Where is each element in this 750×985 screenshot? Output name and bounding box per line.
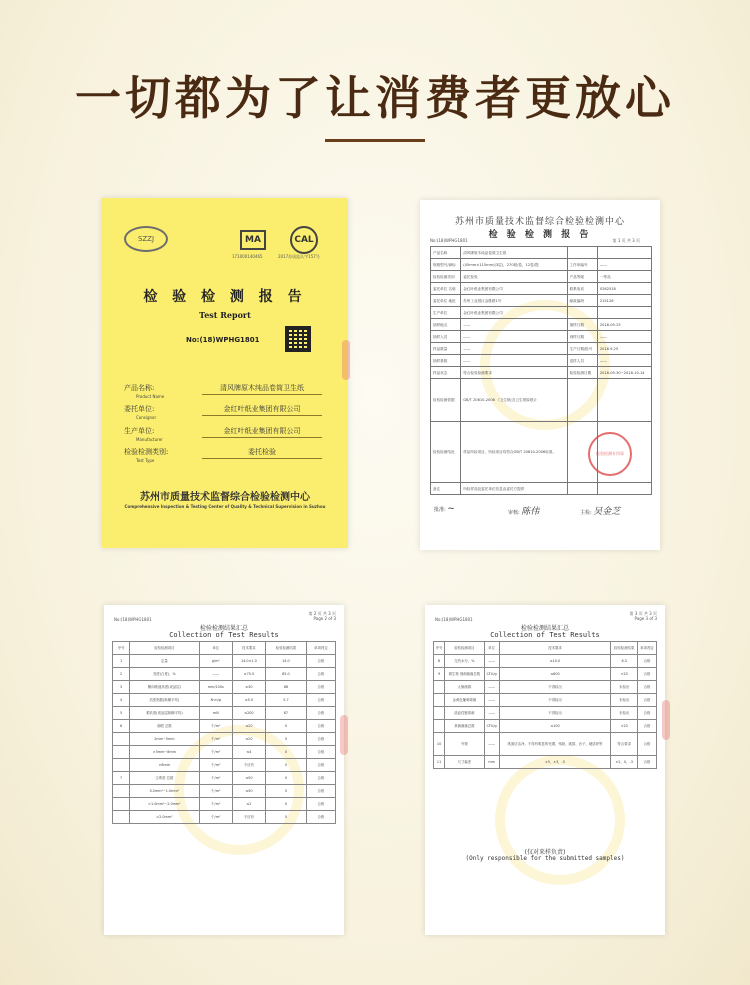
table-row — [431, 247, 652, 259]
table-cell: 未检出 — [611, 681, 638, 694]
table-cell: 个/m² — [199, 785, 232, 798]
table-cell: 交货水分，% — [445, 655, 484, 668]
table-cell: 尺寸偏差 — [445, 756, 484, 769]
table-row — [434, 733, 657, 756]
table-cell: 0262518 — [597, 283, 651, 295]
cover-title-cn: 检 验 检 测 报 告 — [143, 289, 307, 305]
table-row — [113, 720, 336, 733]
table-row — [431, 319, 652, 331]
table-header-row — [434, 642, 657, 655]
headline-underline — [325, 139, 425, 142]
results-page-2 — [104, 605, 344, 935]
table-cell: 0 — [265, 785, 306, 798]
table-cell: 柔软度(成品层纵横平均) — [130, 707, 199, 720]
table-cell: 个/m² — [199, 811, 232, 824]
table-row — [434, 681, 657, 694]
table-cell — [597, 379, 651, 422]
table-cell: GB/T 20810-2006 《卫生纸(含卫生纸原纸)》 — [461, 379, 567, 422]
table-cell: 检验检测项目 — [130, 642, 199, 655]
table-cell: —— — [461, 319, 567, 331]
table-cell: 6.3 — [611, 655, 638, 668]
table-row — [113, 733, 336, 746]
table-cell: 不应有 — [232, 759, 265, 772]
table-cell: 0 — [265, 798, 306, 811]
table-cell: 合格 — [638, 756, 657, 769]
report-title: 检 验 检 测 报 告 — [488, 230, 592, 240]
table-cell: 检验检测依据 — [431, 379, 461, 422]
table-cell: 技术要求 — [499, 642, 611, 655]
watermark — [495, 755, 625, 885]
table-cell: 抽样基数 — [431, 355, 461, 367]
table-cell: 检验检测结果 — [265, 642, 306, 655]
table-cell: 外观 — [445, 733, 484, 756]
table-cell: 符合要求 — [611, 733, 638, 756]
table-cell: 合格 — [306, 785, 335, 798]
cover-organization-en: Comprehensive Inspection & Testing Center of Quality & Technical Supervision in Suzhou — [124, 504, 326, 509]
report-page-number: 第 1 页 共 3 页 — [612, 238, 640, 243]
table-cell: 2 — [113, 668, 130, 681]
table-cell: 合格 — [306, 707, 335, 720]
table-cell: 0 — [265, 811, 306, 824]
table-cell: ±5，±3，-5 — [499, 756, 611, 769]
table-cell: >5mm~8mm — [130, 746, 199, 759]
report-page-1 — [420, 200, 660, 550]
table-cell: 个/m² — [199, 772, 232, 785]
table-cell: 大肠菌群 — [445, 681, 484, 694]
table-cell: —— — [484, 694, 499, 707]
table-cell: ≥30 — [232, 681, 265, 694]
table-cell: 真菌菌落总数 — [445, 720, 484, 733]
checked-signature: 审核: 陈伟 — [508, 507, 540, 517]
table-cell: >8mm — [130, 759, 199, 772]
inspected-signature: 主检: 吴金芝 — [580, 507, 621, 517]
table-cell: 序号 — [434, 642, 445, 655]
table-cell: 检验检测类别 — [431, 271, 461, 283]
cover-manufacturer-value: 金红叶纸业集团有限公司 — [202, 426, 322, 438]
cal-logo: CAL — [290, 226, 318, 254]
table-cell — [434, 681, 445, 694]
table-cell — [113, 733, 130, 746]
table-cell — [567, 247, 597, 259]
table-cell: 10 — [434, 733, 445, 756]
table-header-row — [113, 642, 336, 655]
table-row — [434, 655, 657, 668]
edge-stamp — [342, 340, 350, 380]
table-cell: ≤20 — [232, 720, 265, 733]
table-cell: 8 — [434, 655, 445, 668]
table-cell: 抽样地点 — [431, 319, 461, 331]
table-cell — [113, 746, 130, 759]
table-cell: 合格 — [638, 655, 657, 668]
table-cell: 0 — [265, 772, 306, 785]
results-table — [433, 641, 657, 769]
table-cell: 215126 — [597, 295, 651, 307]
table-cell: —— — [484, 681, 499, 694]
results-page-number: 第 2 页 共 3 页 Page 2 of 3 — [308, 611, 336, 621]
cover-consignor-label: 委托单位: Consignor — [124, 405, 157, 420]
table-cell: 14.0±1.0 — [232, 655, 265, 668]
table-cell: 单项判定 — [306, 642, 335, 655]
table-cell: 合格 — [306, 668, 335, 681]
table-cell: mm/100s — [199, 681, 232, 694]
table-cell: 0 — [265, 746, 306, 759]
table-cell: —— — [597, 355, 651, 367]
table-cell: 14.0 — [265, 655, 306, 668]
cma-logo: MA — [240, 230, 266, 250]
table-cell: >1.0mm²~2.0mm² — [130, 798, 199, 811]
inspection-stamp: 检验检测专用章 — [588, 432, 632, 476]
table-cell: N·m/g — [199, 694, 232, 707]
table-cell: 不得检出 — [499, 681, 611, 694]
table-cell: 2018-09-25 — [597, 319, 651, 331]
table-cell: ≤200 — [232, 707, 265, 720]
szzj-logo: SZZJ — [124, 226, 168, 252]
table-cell — [434, 720, 445, 733]
table-cell: ≤50 — [232, 772, 265, 785]
table-cell: 合格 — [306, 746, 335, 759]
table-cell — [567, 483, 597, 495]
table-cell: 不应有 — [232, 811, 265, 824]
table-cell: 6 — [113, 720, 130, 733]
table-cell: 0 — [265, 733, 306, 746]
table-cell: 合格 — [306, 759, 335, 772]
table-cell: ≥5.0 — [232, 694, 265, 707]
table-cell: —— — [461, 331, 567, 343]
table-cell: 所检样品及委托单位信息由委托方提供 — [461, 483, 567, 495]
table-cell: 合格 — [306, 655, 335, 668]
table-row — [113, 681, 336, 694]
table-cell: 2018-09-30~2018-10-14 — [597, 367, 651, 379]
report-number: No:(18)WPHG1801 — [430, 238, 468, 243]
table-row — [431, 355, 652, 367]
table-cell: 不得检出 — [499, 707, 611, 720]
table-cell: 纸面应洁净，不得有明显的死褶、残缺、破损、沙子、硬质块等 — [499, 733, 611, 756]
cover-report-number: No:(18)WPHG1801 — [186, 336, 260, 344]
table-cell: mN — [199, 707, 232, 720]
table-cell: 微生物 细菌菌落总数 — [445, 668, 484, 681]
table-cell: 68 — [265, 681, 306, 694]
table-cell: 9 — [434, 668, 445, 681]
headline: 一切都为了让消费者更放心 — [75, 71, 675, 125]
results-title-cn: 检验检测结果汇总 — [199, 625, 248, 632]
table-cell: —— — [597, 259, 651, 271]
table-row — [431, 483, 652, 495]
table-cell: 1 — [113, 655, 130, 668]
table-cell: 委托单位 名称 — [431, 283, 461, 295]
table-row — [113, 811, 336, 824]
table-cell: ≤50 — [232, 785, 265, 798]
table-cell: —— — [597, 331, 651, 343]
disclaimer-cn: (仅对来样负责) — [524, 849, 566, 856]
table-cell: mm — [484, 756, 499, 769]
table-cell: 合格 — [638, 668, 657, 681]
table-cell: 未检出 — [611, 707, 638, 720]
table-row — [431, 379, 652, 422]
table-cell — [113, 785, 130, 798]
table-cell: 溶血性链球菌 — [445, 707, 484, 720]
table-row — [113, 694, 336, 707]
table-cell: 一等品 — [597, 271, 651, 283]
results-title-en: Collection of Test Results — [490, 631, 600, 639]
table-cell: 合格 — [638, 720, 657, 733]
table-cell: 2mm~5mm — [130, 733, 199, 746]
table-cell: 生产日期/批号 — [567, 343, 597, 355]
table-cell — [113, 811, 130, 824]
table-cell: ≥75.0 — [232, 668, 265, 681]
table-cell: 合格 — [638, 694, 657, 707]
table-row — [113, 707, 336, 720]
table-cell: 定量 — [130, 655, 199, 668]
table-cell: 产品名称 — [431, 247, 461, 259]
table-cell: —— — [461, 343, 567, 355]
table-cell: 规格型号/商标 — [431, 259, 461, 271]
table-cell: 合格 — [306, 798, 335, 811]
table-cell: 产品等级 — [567, 271, 597, 283]
table-cell: 到样日期 — [567, 331, 597, 343]
results-title-cn: 检验检测结果汇总 — [520, 625, 569, 632]
table-cell — [113, 759, 130, 772]
cover-organization-cn: 苏州市质量技术监督综合检验检测中心 — [140, 492, 310, 503]
table-cell: 4 — [113, 694, 130, 707]
table-cell: 符合检验检测要求 — [461, 367, 567, 379]
results-title-en: Collection of Test Results — [169, 631, 279, 639]
table-cell: 亮度(白度)，% — [130, 668, 199, 681]
results-page-number: 第 3 页 共 3 页 Page 3 of 3 — [629, 611, 657, 621]
table-cell: 7 — [113, 772, 130, 785]
table-cell: 样品数量 — [431, 343, 461, 355]
table-cell: 金红叶纸业集团有限公司 — [461, 283, 567, 295]
table-cell: 尘埃度 总数 — [130, 772, 199, 785]
table-cell: 联系电话 — [567, 283, 597, 295]
table-cell — [567, 307, 597, 319]
table-cell: 清风牌原木纯品卷筒卫生纸 — [461, 247, 567, 259]
table-cell: 横向吸液高度(成品层) — [130, 681, 199, 694]
table-cell: 序号 — [113, 642, 130, 655]
edge-stamp — [340, 715, 348, 755]
table-row — [431, 259, 652, 271]
table-cell: >2.0mm² — [130, 811, 199, 824]
table-cell: —— — [484, 655, 499, 668]
table-cell: 工作单编号 — [567, 259, 597, 271]
edge-stamp — [662, 700, 670, 740]
table-cell: 检验检测结论 — [431, 422, 461, 483]
table-row — [434, 756, 657, 769]
table-cell: ±2，0，-3 — [611, 756, 638, 769]
qr-code — [285, 326, 311, 352]
table-row — [113, 655, 336, 668]
table-cell — [567, 379, 597, 422]
table-cell: 单位 — [199, 642, 232, 655]
report-org-title: 苏州市质量技术监督综合检验检测中心 — [454, 217, 625, 227]
table-cell: —— — [484, 707, 499, 720]
table-cell: 检验检测结果 — [611, 642, 638, 655]
table-cell: 抗张指数(纵横平均) — [130, 694, 199, 707]
results-report-number: No:(18)WPHG1801 — [435, 617, 473, 622]
table-cell: 合格 — [638, 707, 657, 720]
table-cell: 苏州工业园区金胜路1号 — [461, 295, 567, 307]
table-cell: 检验检测日期 — [567, 367, 597, 379]
table-row — [431, 283, 652, 295]
table-cell: 3 — [113, 681, 130, 694]
table-cell: 单位 — [484, 642, 499, 655]
table-cell: 个/m² — [199, 720, 232, 733]
table-cell: <20 — [611, 668, 638, 681]
table-row — [431, 295, 652, 307]
table-row — [431, 331, 652, 343]
table-cell: 2018.9.25 — [597, 343, 651, 355]
table-row — [431, 271, 652, 283]
table-cell: 委托单位 地址 — [431, 295, 461, 307]
table-cell: 单项判定 — [638, 642, 657, 655]
table-cell: g/m² — [199, 655, 232, 668]
table-cell — [113, 798, 130, 811]
table-row — [113, 785, 336, 798]
table-cell: 委托检验 — [461, 271, 567, 283]
results-report-number: No:(18)WPHG1801 — [114, 617, 152, 622]
table-cell: 合格 — [638, 733, 657, 756]
table-row — [113, 772, 336, 785]
disclaimer-en: (Only responsible for the submitted samples) — [465, 855, 625, 862]
table-cell: 个/m² — [199, 759, 232, 772]
table-cell: 金黄色葡萄球菌 — [445, 694, 484, 707]
cover-test-type-label: 检验检测类别: Test Type — [124, 448, 169, 463]
table-cell: 0.2mm²~1.0mm² — [130, 785, 199, 798]
table-cell — [597, 307, 651, 319]
table-cell: 5.7 — [265, 694, 306, 707]
table-cell: 85.0 — [265, 668, 306, 681]
table-cell: 合格 — [306, 694, 335, 707]
table-cell — [434, 707, 445, 720]
table-cell: ≤20 — [232, 733, 265, 746]
table-row — [434, 707, 657, 720]
table-cell: —— — [461, 355, 567, 367]
table-row — [113, 668, 336, 681]
table-cell: 5 — [113, 707, 130, 720]
table-cell: ≤10.0 — [499, 655, 611, 668]
results-page-3 — [425, 605, 665, 935]
table-cell: 11 — [434, 756, 445, 769]
table-cell: 检验检测项目 — [445, 642, 484, 655]
table-row — [434, 694, 657, 707]
table-cell: 87 — [265, 707, 306, 720]
table-cell: 技术要求 — [232, 642, 265, 655]
table-cell: 不得检出 — [499, 694, 611, 707]
table-cell: 未检出 — [611, 694, 638, 707]
table-cell: 抽样日期 — [567, 319, 597, 331]
table-cell: CFU/g — [484, 720, 499, 733]
table-cell: 备注 — [431, 483, 461, 495]
cert-number-2: 2017苏质监认字157号 — [278, 254, 320, 259]
cover-test-type-value: 委托检验 — [202, 447, 322, 459]
table-cell: 合格 — [638, 681, 657, 694]
table-cell: 0 — [265, 759, 306, 772]
table-cell: 0 — [265, 720, 306, 733]
cover-product-label: 产品名称: Product Name — [124, 384, 165, 399]
table-cell: 送样人员 — [567, 355, 597, 367]
table-cell: 合格 — [306, 811, 335, 824]
table-row — [113, 798, 336, 811]
cover-consignor-value: 金红叶纸业集团有限公司 — [202, 404, 322, 416]
table-cell: 合格 — [306, 681, 335, 694]
table-cell: 合格 — [306, 772, 335, 785]
table-row — [434, 668, 657, 681]
results-table — [112, 641, 336, 824]
table-cell: (45mm×115mm)(3层)，270段/卷，12卷/提 — [461, 259, 567, 271]
table-cell — [434, 694, 445, 707]
table-row — [431, 343, 652, 355]
table-cell: <20 — [611, 720, 638, 733]
approved-signature: 批准: ~ — [434, 504, 455, 514]
table-row — [113, 746, 336, 759]
cover-logos — [120, 226, 330, 266]
table-cell: 样品状态 — [431, 367, 461, 379]
table-cell: ≤4 — [232, 746, 265, 759]
table-row — [113, 759, 336, 772]
cover-manufacturer-label: 生产单位: Manufacturer — [124, 427, 163, 442]
table-cell: 金红叶纸业集团有限公司 — [461, 307, 567, 319]
table-row — [431, 367, 652, 379]
table-cell — [597, 247, 651, 259]
table-cell: 合格 — [306, 733, 335, 746]
table-cell: 洞眼 总数 — [130, 720, 199, 733]
table-cell: ≤600 — [499, 668, 611, 681]
table-cell: 邮政编码 — [567, 295, 597, 307]
table-row — [431, 307, 652, 319]
table-cell: 生产单位 — [431, 307, 461, 319]
table-cell: —— — [484, 733, 499, 756]
table-cell: 合格 — [306, 720, 335, 733]
table-cell — [597, 483, 651, 495]
cert-number-1: 171000140465 — [232, 254, 263, 259]
table-cell: 样品所检项目，所检项目均符合GB/T 20810-2006标准。 — [461, 422, 567, 483]
table-cell: ≤2 — [232, 798, 265, 811]
table-cell: —— — [199, 668, 232, 681]
table-cell: 个/m² — [199, 746, 232, 759]
table-cell: ≤100 — [499, 720, 611, 733]
cover-product-value: 清风牌原木纯品卷筒卫生纸 — [202, 383, 322, 395]
cover-title-en: Test Report — [199, 310, 251, 320]
table-cell: CFU/g — [484, 668, 499, 681]
table-cell: 个/m² — [199, 798, 232, 811]
table-cell: 个/m² — [199, 733, 232, 746]
report-cover-page — [102, 198, 348, 548]
table-row — [434, 720, 657, 733]
table-cell: 抽样人员 — [431, 331, 461, 343]
